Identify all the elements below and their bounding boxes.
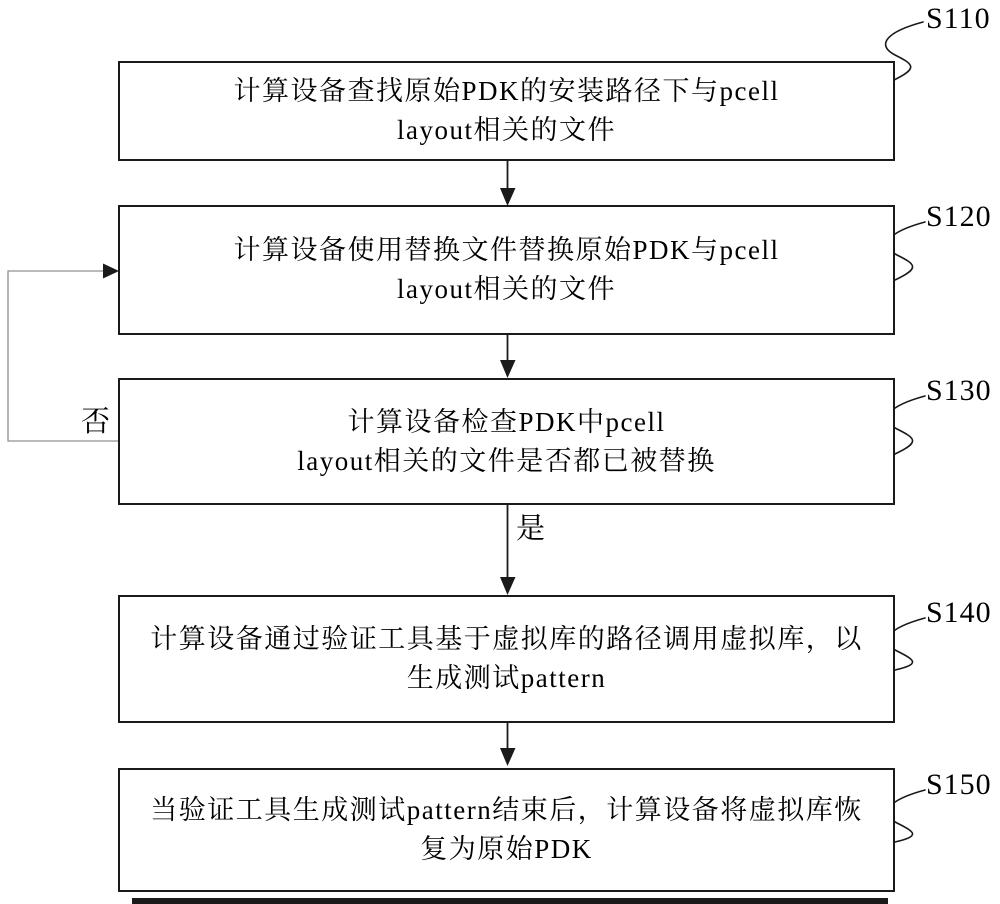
flow-step-box-s150 [118, 768, 895, 892]
flow-arrow-3-yes [500, 505, 516, 595]
flow-step-box-s120 [118, 205, 895, 335]
step-text-line: layout相关的文件 [397, 115, 616, 145]
bottom-edge-line [132, 898, 888, 904]
branch-label-no: 否 [81, 406, 111, 438]
flow-arrow-2 [500, 335, 516, 378]
branch-label-yes: 是 [516, 513, 546, 545]
flow-step-box-s130 [118, 378, 895, 505]
loop-arrowhead [103, 264, 119, 279]
step-text-line: 计算设备检查PDK中pcell [347, 406, 666, 437]
step-text-line: 当验证工具生成测试pattern结束后，计算设备将虚拟库恢 [150, 795, 863, 825]
step-tag-s150: S150 [926, 768, 992, 801]
flow-step-box-s140 [118, 595, 895, 723]
step-text-line: 计算设备通过验证工具基于虚拟库的路径调用虚拟库，以 [150, 624, 863, 654]
step-text-line: 计算设备查找原始PDK的安装路径下与pcell [233, 76, 780, 106]
step-tag-s110: S110 [926, 2, 991, 35]
flow-arrow-1 [500, 161, 516, 206]
step-tag-s140: S140 [926, 596, 992, 629]
step-text-line: 生成测试pattern [406, 663, 607, 693]
step-text-line: layout相关的文件是否都已被替换 [297, 445, 716, 476]
flow-step-box-s110 [118, 61, 895, 161]
flow-arrow-4 [500, 723, 516, 766]
step-text-line: layout相关的文件 [397, 274, 616, 304]
step-text-line: 计算设备使用替换文件替换原始PDK与pcell [233, 235, 780, 265]
step-tag-s120: S120 [926, 200, 992, 233]
step-tag-s130: S130 [926, 374, 992, 407]
step-text-line: 复为原始PDK [420, 834, 593, 864]
